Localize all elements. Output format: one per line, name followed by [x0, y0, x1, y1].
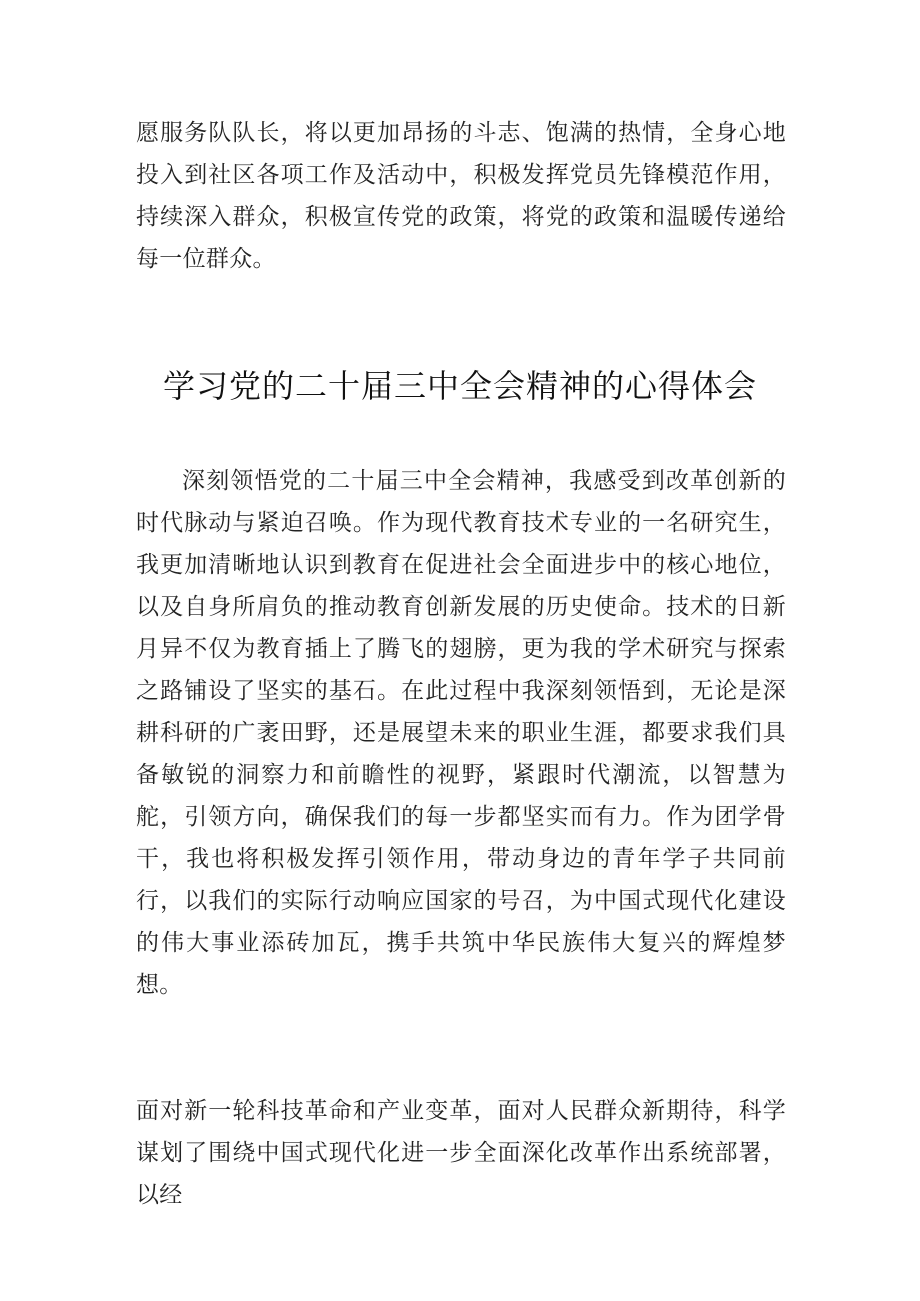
body-paragraph-continued: 愿服务队队长，将以更加昂扬的斗志、饱满的热情，全身心地投入到社区各项工作及活动中，积极发挥党员先锋模范作用，持续深入群众，积极宣传党的政策，将党的政策和温暖传递给每一位群众。 [136, 120, 786, 272]
body-paragraph: 深刻领悟党的二十届三中全会精神，我感受到改革创新的时代脉动与紧迫召唤。作为现代教育技术专业的一名研究生，我更加清晰地认识到教育在促进社会全面进步中的核心地位，以及自身所肩负的推动教育创新发展的历史使命。技术的日新月异不仅为教育插上了腾飞的翅膀，更为我的学术研究与探索之路铺设了坚实的基石。在此过程中我深刻领悟到，无论是深耕科研的广袤田野，还是展望未来的职业生涯，都要求我们具备敏锐的洞察力和前瞻性的视野，紧跟时代潮流，以智慧为舵，引领方向，确保我们的每一步都坚实而有力。作为团学骨干，我也将积极发挥引领作用，带动身边的青年学子共同前行，以我们的实际行动响应国家的号召，为中国式现代化建设的伟大事业添砖加瓦，携手共筑中华民族伟大复兴的辉煌梦想。 [136, 468, 786, 998]
article-title: 学习党的二十届三中全会精神的心得体会 [162, 367, 757, 405]
body-paragraph-truncated: 面对新一轮科技革命和产业变革，面对人民群众新期待，科学谋划了围绕中国式现代化进一步全面深化改革作出系统部署，以经 [136, 1098, 786, 1208]
